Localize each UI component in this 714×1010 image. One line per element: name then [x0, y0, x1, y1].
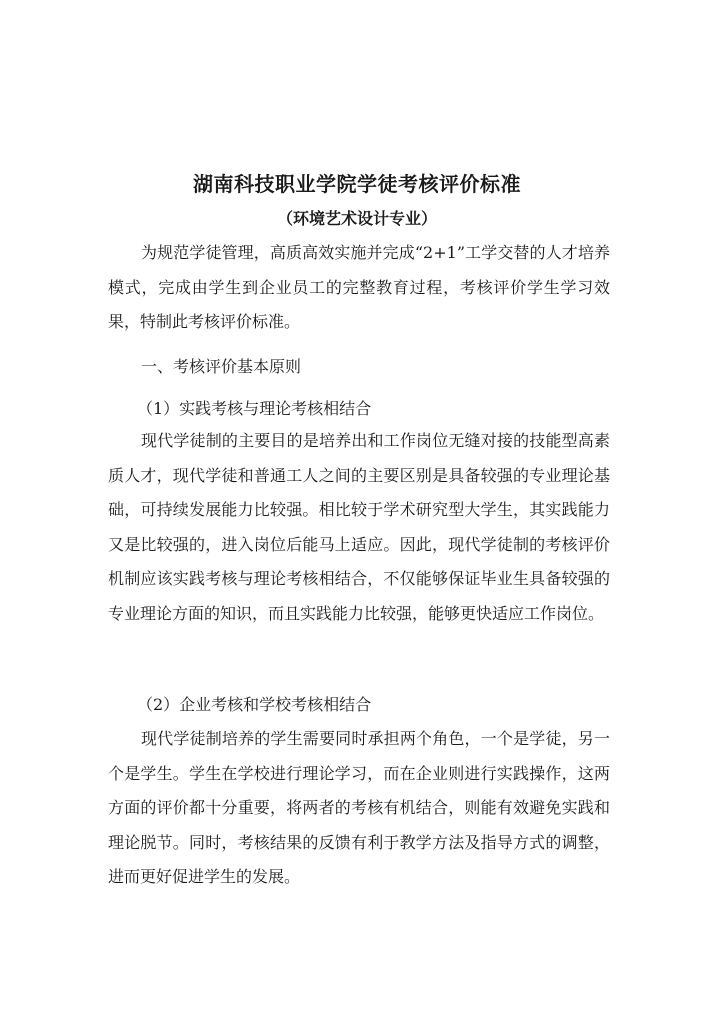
- subsection-heading-enterprise-school: （2）企业考核和学校考核相结合: [137, 695, 372, 714]
- document-title: 湖南科技职业学院学徒考核评价标准: [193, 172, 521, 196]
- paragraph-enterprise-school: 现代学徒制培养的学生需要同时承担两个角色，一个是学徒，另一个是学生。学生在学校进行理论学习，而在企业则进行实践操作，这两方面的评价都十分重要，将两者的考核有机结合，则能有效避免实践和理论脱节。同时，考核结果的反馈有利于教学方法及指导方式的调整，进而更好促进学生的发展。: [108, 729, 610, 886]
- paragraph-practice-theory: 现代学徒制的主要目的是培养出和工作岗位无缝对接的技能型高素质人才，现代学徒和普通工人之间的主要区别是具备较强的专业理论基础，可持续发展能力比较强。相比较于学术研究型大学生，其实践能力又是比较强的，进入岗位后能马上适应。因此，现代学徒制的考核评价机制应该实践考核与理论考核相结合，不仅能够保证毕业生具备较强的专业理论方面的知识，而且实践能力比较强，能够更快适应工作岗位。: [108, 431, 610, 623]
- section-heading-principles: 一、考核评价基本原则: [141, 357, 302, 376]
- intro-paragraph: 为规范学徒管理，高质高效实施并完成“2+1”工学交替的人才培养模式，完成由学生到企业员工的完整教育过程，考核评价学生学习效果，特制此考核评价标准。: [108, 243, 610, 331]
- document-subtitle: （环境艺术设计专业）: [276, 209, 437, 228]
- subsection-heading-practice-theory: （1）实践考核与理论考核相结合: [137, 399, 372, 418]
